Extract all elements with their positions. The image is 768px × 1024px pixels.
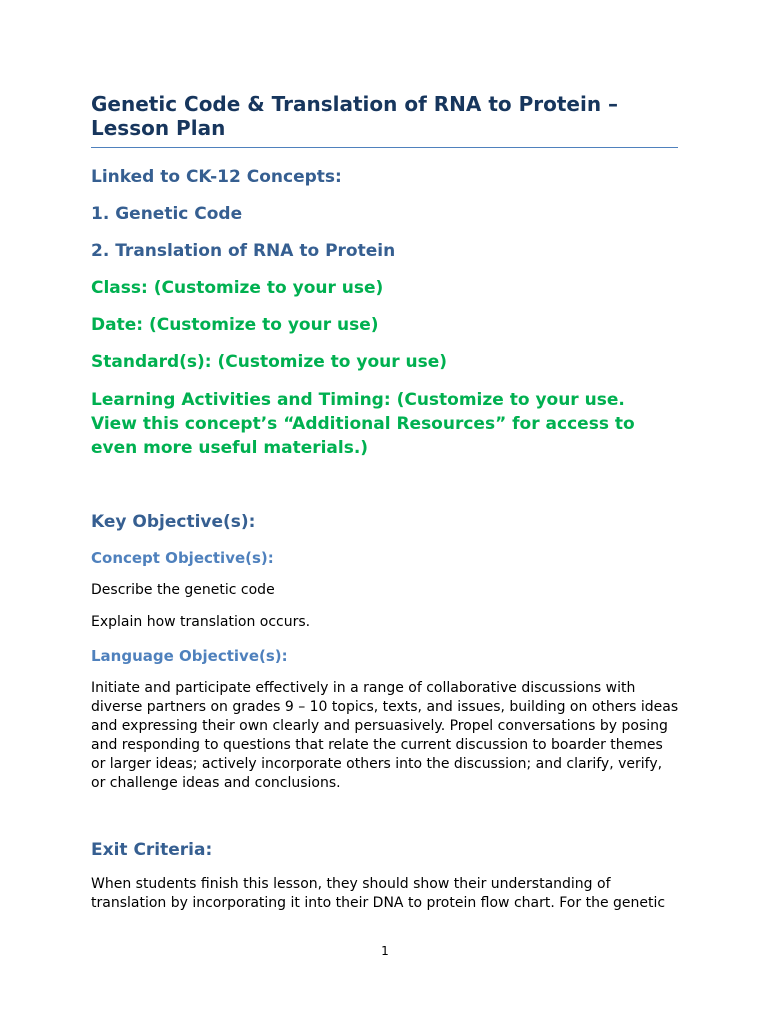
standards-line: Standard(s): (Customize to your use) [91,352,448,372]
concept-objective-2: Explain how translation occurs. [91,614,311,630]
document-title: Genetic Code & Translation of RNA to Protein – Lesson Plan [91,92,619,140]
language-objective-text: Initiate and participate effectively in a range of collaborative discussions with diverse partners on grades 9 – 10 topics, texts, and issues, building on others ideas and expressing their own clearly and persuasively. Propel conversations by posing and responding to questions that relate the current discussion to boarder themes or larger ideas; actively incorporate others into the discussion; and clarify, verify, or challenge ideas and conclusions. [91,680,679,791]
language-objectives-heading: Language Objective(s): [91,647,288,665]
class-line: Class: (Customize to your use) [91,278,384,298]
concept-item-genetic-code: 1. Genetic Code [91,204,243,224]
concept-objectives-heading: Concept Objective(s): [91,549,274,567]
page-number: 1 [381,944,389,958]
concept-item-translation: 2. Translation of RNA to Protein [91,241,396,261]
date-line: Date: (Customize to your use) [91,315,379,335]
exit-criteria-heading: Exit Criteria: [91,840,213,860]
concept-objective-1: Describe the genetic code [91,582,275,598]
linked-concepts-heading: Linked to CK-12 Concepts: [91,167,342,187]
exit-criteria-text: When students finish this lesson, they should show their understanding of translation by incorporating it into their DNA to protein flow chart. For the genetic [91,876,666,911]
learning-activities-line: Learning Activities and Timing: (Customize to your use. View this concept’s “Additional Resources” for access to even more useful materials.) [91,390,635,458]
key-objectives-heading: Key Objective(s): [91,512,256,532]
title-divider [91,147,678,148]
